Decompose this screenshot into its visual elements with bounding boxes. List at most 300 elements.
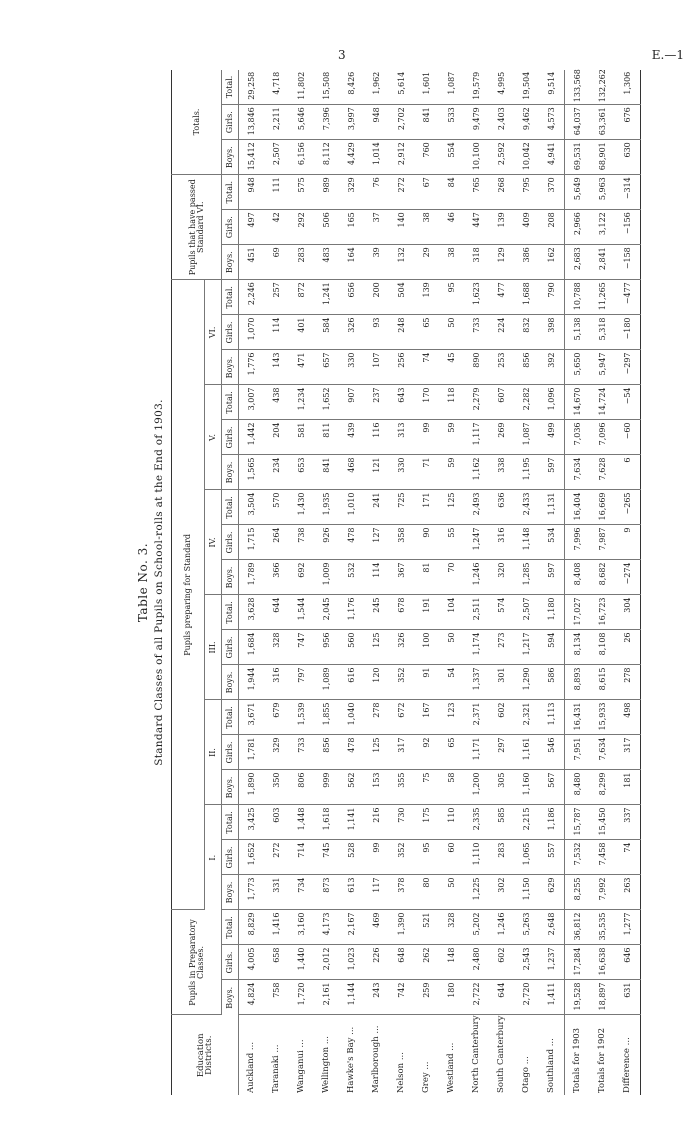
table-cell: 16,638 [590,945,615,980]
table-cell: 841 [414,105,439,140]
table-cell: 471 [289,350,314,385]
table-cell: 907 [339,385,364,420]
table-cell: 1,962 [364,70,389,105]
header-standard-i: I. [205,805,222,910]
table-cell: 326 [389,630,414,665]
table-cell: 68,901 [590,140,615,175]
table-cell: 438 [264,385,289,420]
table-cell: 171 [414,490,439,525]
table-cell: 1,237 [539,945,565,980]
table-cell: 1,652 [314,385,339,420]
table-cell: 1,565 [239,455,265,490]
table-cell: 11,265 [590,280,615,315]
table-cell: 263 [615,875,641,910]
table-cell: 45 [439,350,464,385]
table-cell: 50 [439,630,464,665]
table-cell: 1,186 [539,805,565,840]
table-cell: 278 [615,665,641,700]
table-cell: 643 [389,385,414,420]
table-cell: 1,171 [464,735,489,770]
table-cell: 1,430 [289,490,314,525]
table-cell: 2,722 [464,980,489,1015]
table-cell: 243 [364,980,389,1015]
table-cell: 3,997 [339,105,364,140]
table-cell: 469 [364,910,389,945]
table-cell: 59 [439,455,464,490]
table-cell: 237 [364,385,389,420]
table-cell: 1,241 [314,280,339,315]
table-cell: 81 [414,560,439,595]
table-cell: 586 [539,665,565,700]
table-cell: 9 [615,525,641,560]
table-cell: 1,096 [539,385,565,420]
table-cell: 1,023 [339,945,364,980]
table-cell: 352 [389,840,414,875]
table-cell: 1,390 [389,910,414,945]
table-cell: 358 [389,525,414,560]
table-cell: 546 [539,735,565,770]
table-cell: 4,173 [314,910,339,945]
subheader-girls: Girls. [222,525,239,560]
table-row [339,70,364,1095]
table-cell: 111 [264,175,289,210]
table-cell: 738 [289,525,314,560]
subheader-girls: Girls. [222,315,239,350]
subheader-girls: Girls. [222,105,239,140]
table-cell: 1,200 [464,770,489,805]
table-cell: 1,217 [514,630,539,665]
table-cell: 468 [339,455,364,490]
table-cell: 15,933 [590,700,615,735]
table-cell: 758 [264,980,289,1015]
table-cell: 16,723 [590,595,615,630]
table-cell: 1,448 [289,805,314,840]
table-cell: 8,893 [565,665,591,700]
table-cell: 1,144 [339,980,364,1015]
table-cell: 733 [289,735,314,770]
table-cell: 330 [339,350,364,385]
table-cell: 4,429 [339,140,364,175]
table-cell: 2,045 [314,595,339,630]
table-cell: 730 [389,805,414,840]
table-cell: 8,480 [565,770,591,805]
table-cell: 55 [439,525,464,560]
table-cell: 5,947 [590,350,615,385]
table-cell: 1,110 [464,840,489,875]
table-row [615,70,641,1095]
table-cell: 1,684 [239,630,265,665]
table-cell: 99 [364,840,389,875]
table-cell: −297 [615,350,641,385]
table-cell: 1,440 [289,945,314,980]
table-cell: 1,247 [464,525,489,560]
table-cell: 75 [414,770,439,805]
table-cell: 948 [239,175,265,210]
table-cell: 50 [439,875,464,910]
table-cell: 297 [489,735,514,770]
table-cell: 1,225 [464,875,489,910]
table-row [289,70,314,1095]
table-row [439,70,464,1095]
table-cell: 562 [339,770,364,805]
table-cell: 733 [464,315,489,350]
table-cell: 7,992 [590,875,615,910]
table-cell: 1,855 [314,700,339,735]
table-cell: 5,318 [590,315,615,350]
table-cell: 13,846 [239,105,265,140]
table-cell: 320 [489,560,514,595]
table-cell: 499 [539,420,565,455]
table-cell: 734 [289,875,314,910]
table-cell: 125 [364,735,389,770]
table-row [414,70,439,1095]
table-cell: 1,180 [539,595,565,630]
table-cell: 19,528 [565,980,591,1015]
standard-classes-table [171,70,641,1095]
table-cell: 856 [314,735,339,770]
table-row [590,70,615,1095]
header-passed-standard-vi: Pupils that have passed Standard VI. [172,175,222,280]
table-cell: 272 [264,840,289,875]
table-cell: 5,650 [565,350,591,385]
subheader-total: Total. [222,910,239,945]
table-cell: 273 [489,630,514,665]
table-cell: 2,403 [489,105,514,140]
table-cell: 631 [615,980,641,1015]
table-cell: 646 [615,945,641,980]
page-reference: E.—1 [651,48,684,62]
table-cell: 170 [414,385,439,420]
table-cell: 19,504 [514,70,539,105]
table-cell: 401 [289,315,314,350]
table-cell: 8,134 [565,630,591,665]
table-cell: 483 [314,245,339,280]
table-cell: 74 [414,350,439,385]
table-cell: 35,535 [590,910,615,945]
table-cell: 4,995 [489,70,514,105]
table-cell: 60 [439,840,464,875]
table-cell: 2,371 [464,700,489,735]
table-cell: 74 [615,840,641,875]
table-cell: 5,614 [389,70,414,105]
table-cell: 926 [314,525,339,560]
table-cell: 338 [489,455,514,490]
table-cell: 532 [339,560,364,595]
table-cell: −54 [615,385,641,420]
table-cell: 616 [339,665,364,700]
table-cell: 644 [264,595,289,630]
table-cell: 350 [264,770,289,805]
table-cell: 1,544 [289,595,314,630]
table-cell: 1,162 [464,455,489,490]
table-cell: 10,042 [514,140,539,175]
table-cell: −60 [615,420,641,455]
table-cell: 1,009 [314,560,339,595]
table-row [389,70,414,1095]
table-cell: 506 [314,210,339,245]
table-cell: 50 [439,315,464,350]
table-cell: 581 [289,420,314,455]
table-cell: 42 [264,210,289,245]
table-cell: −265 [615,490,641,525]
table-cell: 2,161 [314,980,339,1015]
table-cell: 5,963 [590,175,615,210]
table-cell: 2,335 [464,805,489,840]
table-cell: 597 [539,560,565,595]
table-cell: 760 [414,140,439,175]
table-cell: 841 [314,455,339,490]
page-number: 3 [338,48,346,62]
table-cell: 4,718 [264,70,289,105]
table-row [364,70,389,1095]
table-cell: 10,788 [565,280,591,315]
table-cell: 1,161 [514,735,539,770]
table-cell: 1,652 [239,840,265,875]
table-cell: 95 [439,280,464,315]
table-cell: 2,592 [489,140,514,175]
table-cell: 790 [539,280,565,315]
table-cell: 248 [389,315,414,350]
table-cell: 7,096 [590,420,615,455]
table-cell: 257 [264,280,289,315]
table-cell: 148 [439,945,464,980]
table-cell: 302 [489,875,514,910]
table-cell: 570 [264,490,289,525]
table-cell: 8,108 [590,630,615,665]
district-name: Westland ... [446,1042,457,1093]
table-cell: 15,508 [314,70,339,105]
subheader-total: Total. [222,385,239,420]
table-cell: 2,012 [314,945,339,980]
table-cell: 1,306 [615,70,641,105]
table-cell: 658 [264,945,289,980]
table-cell: 948 [364,105,389,140]
subheader-total: Total. [222,595,239,630]
table-cell: 2,507 [514,595,539,630]
table-cell: 125 [364,630,389,665]
table-cell: 1,113 [539,700,565,735]
table-cell: 1,890 [239,770,265,805]
table-cell: 26 [615,630,641,665]
table-cell: 613 [339,875,364,910]
table-cell: 116 [364,420,389,455]
table-cell: 584 [314,315,339,350]
table-cell: 648 [389,945,414,980]
table-cell: 58 [439,770,464,805]
table-cell: 5,202 [464,910,489,945]
table-cell: 84 [439,175,464,210]
table-cell: 7,634 [565,455,591,490]
table-cell: 1,195 [514,455,539,490]
table-cell: 16,669 [590,490,615,525]
table-cell: 630 [615,140,641,175]
table-cell: 5,263 [514,910,539,945]
table-cell: 594 [539,630,565,665]
subheader-total: Total. [222,805,239,840]
table-cell: 5,138 [565,315,591,350]
table-cell: 597 [539,455,565,490]
table-cell: 873 [314,875,339,910]
table-cell: 139 [489,210,514,245]
subheader-girls: Girls. [222,945,239,980]
header-preparing: Pupils preparing for Standard [172,280,205,910]
table-cell: 38 [414,210,439,245]
table-cell: 355 [389,770,414,805]
table-cell: 7,628 [590,455,615,490]
table-cell: 1,442 [239,420,265,455]
table-cell: 498 [615,700,641,735]
table-cell: 1,277 [615,910,641,945]
table-cell: −158 [615,245,641,280]
table-cell: 114 [264,315,289,350]
table-row [314,70,339,1095]
table-cell: 69 [264,245,289,280]
district-name: North Canterbury [471,1015,482,1093]
subheader-total: Total. [222,700,239,735]
table-cell: 328 [264,630,289,665]
table-cell: 9,462 [514,105,539,140]
table-cell: 4,573 [539,105,565,140]
table-cell: 1,411 [539,980,565,1015]
table-cell: 2,215 [514,805,539,840]
table-cell: 367 [389,560,414,595]
table-cell: 7,036 [565,420,591,455]
table-cell: 1,781 [239,735,265,770]
table-title: Table No. 3. [136,542,150,623]
table-cell: 1,935 [314,490,339,525]
table-cell: 337 [615,805,641,840]
table-cell: 301 [489,665,514,700]
table-cell: 118 [439,385,464,420]
table-cell: 93 [364,315,389,350]
subheader-girls: Girls. [222,630,239,665]
table-cell: 133,568 [565,70,591,105]
table-cell: 2,683 [565,245,591,280]
table-cell: 4,824 [239,980,265,1015]
table-cell: 18,897 [590,980,615,1015]
table-cell: 398 [539,315,565,350]
table-cell: 283 [289,245,314,280]
table-cell: 439 [339,420,364,455]
table-cell: 1,944 [239,665,265,700]
table-cell: 2,702 [389,105,414,140]
table-cell: 204 [264,420,289,455]
table-cell: 180 [439,980,464,1015]
subheader-girls: Girls. [222,840,239,875]
table-cell: 9,479 [464,105,489,140]
subheader-boys: Boys. [222,245,239,280]
table-cell: 2,493 [464,490,489,525]
table-cell: 331 [264,875,289,910]
table-cell: 2,511 [464,595,489,630]
table-cell: 125 [439,490,464,525]
table-cell: 5,649 [565,175,591,210]
table-cell: 95 [414,840,439,875]
table-cell: 3,122 [590,210,615,245]
table-cell: 139 [414,280,439,315]
table-cell: 1,623 [464,280,489,315]
district-name: Totals for 1902 [597,1027,608,1093]
table-cell: 1,290 [514,665,539,700]
table-cell: 65 [414,315,439,350]
table-cell: 811 [314,420,339,455]
totals-row [565,70,591,1095]
table-cell: 63,361 [590,105,615,140]
table-cell: 29,258 [239,70,265,105]
table-cell: 890 [464,350,489,385]
table-cell: 99 [414,420,439,455]
table-cell: 3,160 [289,910,314,945]
table-cell: 16,404 [565,490,591,525]
table-cell: 1,117 [464,420,489,455]
table-cell: 292 [289,210,314,245]
table-cell: 121 [364,455,389,490]
table-cell: 143 [264,350,289,385]
table-cell: 316 [264,665,289,700]
table-cell: 107 [364,350,389,385]
table-cell: 38 [439,245,464,280]
subheader-boys: Boys. [222,560,239,595]
table-cell: 534 [539,525,565,560]
table-cell: 856 [514,350,539,385]
table-cell: 806 [289,770,314,805]
table-cell: 451 [239,245,265,280]
table-cell: 653 [289,455,314,490]
district-name: Marlborough ... [371,1025,382,1093]
table-cell: 59 [439,420,464,455]
table-cell: 2,648 [539,910,565,945]
table-cell: 162 [539,245,565,280]
table-cell: 120 [364,665,389,700]
table-cell: 36,812 [565,910,591,945]
table-cell: 114 [364,560,389,595]
header-standard-vi: VI. [205,280,222,385]
table-cell: 3,504 [239,490,265,525]
table-cell: 832 [514,315,539,350]
table-cell: 1,087 [439,70,464,105]
table-cell: 714 [289,840,314,875]
district-name: Difference ... [622,1037,633,1093]
table-cell: 1,337 [464,665,489,700]
table-cell: 8,408 [565,560,591,595]
table-cell: 1,160 [514,770,539,805]
table-cell: 7,951 [565,735,591,770]
table-cell: 2,279 [464,385,489,420]
table-cell: 1,089 [314,665,339,700]
table-cell: 117 [364,875,389,910]
district-name: Otago ... [521,1056,532,1093]
table-cell: 657 [314,350,339,385]
table-cell: 259 [414,980,439,1015]
header-totals: Totals. [172,70,222,175]
table-cell: 644 [489,980,514,1015]
table-cell: 153 [364,770,389,805]
subheader-boys: Boys. [222,980,239,1015]
table-cell: 678 [389,595,414,630]
table-cell: 8,112 [314,140,339,175]
table-cell: 1,285 [514,560,539,595]
table-cell: 71 [414,455,439,490]
table-cell: 110 [439,805,464,840]
header-standard-iii: III. [205,595,222,700]
table-cell: 533 [439,105,464,140]
table-cell: 200 [364,280,389,315]
table-cell: 129 [489,245,514,280]
table-cell: 1,789 [239,560,265,595]
table-cell: 316 [489,525,514,560]
table-cell: 554 [439,140,464,175]
table-cell: 1,010 [339,490,364,525]
